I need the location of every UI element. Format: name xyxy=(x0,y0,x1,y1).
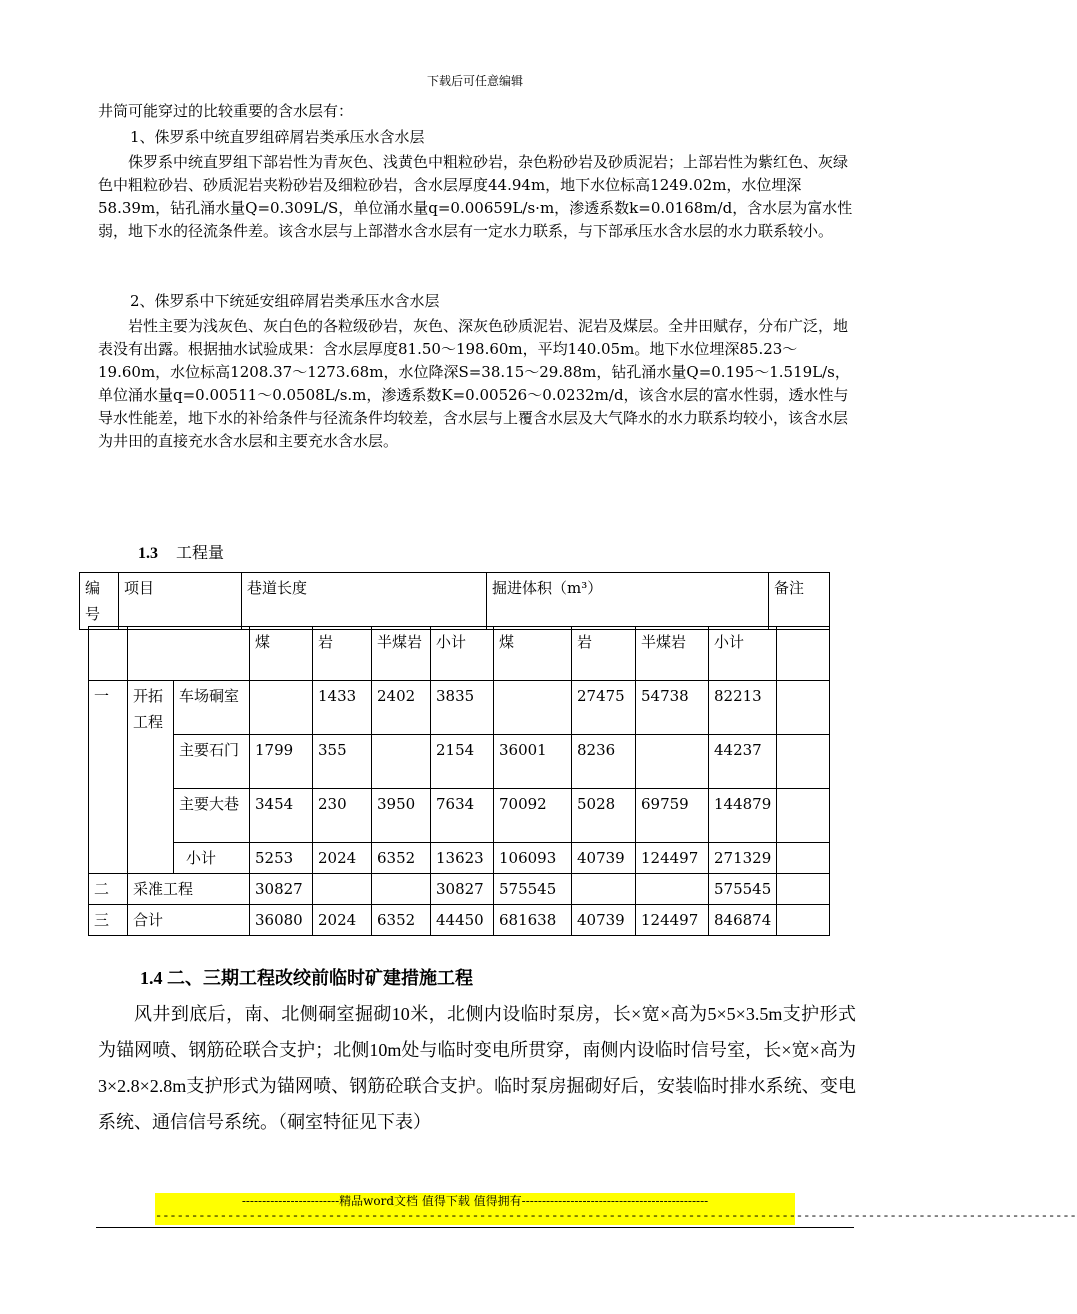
cell: 1433 xyxy=(313,681,372,735)
cell: 144879 xyxy=(709,789,777,843)
th2-cell: 半煤岩 xyxy=(372,627,431,681)
page-header: 下载后可任意编辑 xyxy=(426,74,523,88)
cell xyxy=(250,681,313,735)
table-row xyxy=(89,905,830,936)
th-item: 项目 xyxy=(119,573,242,630)
th2-cell: 半煤岩 xyxy=(636,627,709,681)
cell xyxy=(372,874,431,905)
th-volume: 掘进体积（m³） xyxy=(487,573,769,630)
cell: 30827 xyxy=(250,874,313,905)
table-row xyxy=(89,874,830,905)
cell: 575545 xyxy=(494,874,572,905)
cell: 355 xyxy=(313,735,372,789)
cell: 27475 xyxy=(572,681,636,735)
th2-cell: 煤 xyxy=(250,627,313,681)
table-row xyxy=(89,789,830,843)
section-1-3-heading xyxy=(138,540,224,563)
cell: 40739 xyxy=(572,843,636,874)
th-no: 编号 xyxy=(80,573,119,630)
cell xyxy=(572,874,636,905)
cell: 2024 xyxy=(313,843,372,874)
cell: 3950 xyxy=(372,789,431,843)
row3-name: 合计 xyxy=(128,905,250,936)
cell: 230 xyxy=(313,789,372,843)
th-note: 备注 xyxy=(769,573,830,630)
cell xyxy=(372,735,431,789)
row-name: 小计 xyxy=(174,843,250,874)
aquifer-1-body: 侏罗系中统直罗组下部岩性为青灰色、浅黄色中粗粒砂岩，杂色粉砂岩及砂质泥岩；上部岩性为紫红色、灰绿色中粗粒砂岩、砂质泥岩夹粉砂岩及细粒砂岩，含水层厚度44.94m，地下水位标高1249.02m，水位埋深58.39m，钻孔涌水量Q=0.309L/S，单位涌水量q=0.00659L/s·m，渗透系数k=0.0168m/d，含水层为富水性弱，地下水的径流条件差。该含水层与上部潜水含水层有一定水力联系，与下部承压水含水层的水力联系较小。 xyxy=(98,153,853,240)
cell: 681638 xyxy=(494,905,572,936)
th2-cell: 煤 xyxy=(494,627,572,681)
cell: 44237 xyxy=(709,735,777,789)
th2-cell: 小计 xyxy=(709,627,777,681)
th2-cell: 岩 xyxy=(313,627,372,681)
cell xyxy=(636,874,709,905)
section-1-3-number: 1.3 xyxy=(138,545,158,562)
th2-cell: 岩 xyxy=(572,627,636,681)
cell: 6352 xyxy=(372,905,431,936)
th2-cell: 小计 xyxy=(431,627,494,681)
cell: 271329 xyxy=(709,843,777,874)
cell: 5028 xyxy=(572,789,636,843)
cell: 124497 xyxy=(636,905,709,936)
cell: 8236 xyxy=(572,735,636,789)
group1-no: 一 xyxy=(89,681,128,874)
row3-no: 三 xyxy=(89,905,128,936)
cell: 70092 xyxy=(494,789,572,843)
th-length: 巷道长度 xyxy=(242,573,487,630)
section-1-3-title: 工程量 xyxy=(176,543,225,562)
cell: 30827 xyxy=(431,874,494,905)
table-row xyxy=(89,735,830,789)
section-1-4-number: 1.4 xyxy=(140,968,163,988)
table-header-top xyxy=(79,572,830,630)
cell: 7634 xyxy=(431,789,494,843)
aquifer-2-body: 岩性主要为浅灰色、灰白色的各粒级砂岩，灰色、深灰色砂质泥岩、泥岩及煤层。全井田赋存，分布广泛，地表没有出露。根据抽水试验成果：含水层厚度81.50～198.60m，平均140.05m。地下水位埋深85.23～19.60m，水位标高1208.37～1273.68m，水位降深S=38.15～29.88m，钻孔涌水量Q=0.195～1.519L/s，单位涌水量q=0.00511～0.0508L/s.m，渗透系数K=0.00526～0.0232m/d，该含水层的富水性弱，透水性与导水性能差，地下水的补给条件与径流条件均较差，含水层与上覆含水层及大气降水的水力联系均较小，该含水层为井田的直接充水含水层和主要充水含水层。 xyxy=(98,317,850,450)
cell: 1799 xyxy=(250,735,313,789)
footer-dash-line: -------------------------------------------------------------------------------------------------------------------------------- xyxy=(155,1209,1077,1223)
cell: 13623 xyxy=(431,843,494,874)
row-name: 主要大巷 xyxy=(174,789,250,843)
cell: 36080 xyxy=(250,905,313,936)
cell: 5253 xyxy=(250,843,313,874)
cell: 3454 xyxy=(250,789,313,843)
cell: 575545 xyxy=(709,874,777,905)
footer-banner: ------------------------精品word文档 值得下载 值得拥有---------------------------------------------- xyxy=(155,1193,795,1210)
cell: 6352 xyxy=(372,843,431,874)
table-row xyxy=(89,627,830,681)
row2-name: 采准工程 xyxy=(128,874,250,905)
cell: 2402 xyxy=(372,681,431,735)
row-name: 主要石门 xyxy=(174,735,250,789)
row2-no: 二 xyxy=(89,874,128,905)
cell: 36001 xyxy=(494,735,572,789)
cell: 40739 xyxy=(572,905,636,936)
cell: 82213 xyxy=(709,681,777,735)
cell: 44450 xyxy=(431,905,494,936)
cell xyxy=(636,735,709,789)
section-1-4-heading xyxy=(140,964,473,990)
table-row xyxy=(89,843,830,874)
footer-rule xyxy=(96,1227,854,1228)
intro-line: 井筒可能穿过的比较重要的含水层有： xyxy=(98,102,354,120)
cell: 3835 xyxy=(431,681,494,735)
cell: 106093 xyxy=(494,843,572,874)
table-row xyxy=(89,681,830,735)
cell: 124497 xyxy=(636,843,709,874)
aquifer-1-title: 1、侏罗系中统直罗组碎屑岩类承压水含水层 xyxy=(130,128,425,146)
aquifer-2-title: 2、侏罗系中下统延安组碎屑岩类承压水含水层 xyxy=(130,292,440,310)
cell: 846874 xyxy=(709,905,777,936)
cell xyxy=(494,681,572,735)
cell: 54738 xyxy=(636,681,709,735)
section-1-4-body: 风井到底后，南、北侧硐室掘砌10米，北侧内设临时泵房，长×宽×高为5×5×3.5m支护形式为锚网喷、钢筋砼联合支护；北侧10m处与临时变电所贯穿，南侧内设临时信号室，长×宽×高为3×2.8×2.8m支护形式为锚网喷、钢筋砼联合支护。临时泵房掘砌好后，安装临时排水系统、变电系统、通信信号系统。（硐室特征见下表） xyxy=(98,1004,856,1132)
cell: 69759 xyxy=(636,789,709,843)
section-1-4-title: 二、三期工程改绞前临时矿建措施工程 xyxy=(167,968,473,988)
cell xyxy=(313,874,372,905)
group1-name: 开拓工程 xyxy=(128,681,174,874)
row-name: 车场硐室 xyxy=(174,681,250,735)
quantities-table xyxy=(88,626,830,936)
cell: 2024 xyxy=(313,905,372,936)
cell: 2154 xyxy=(431,735,494,789)
